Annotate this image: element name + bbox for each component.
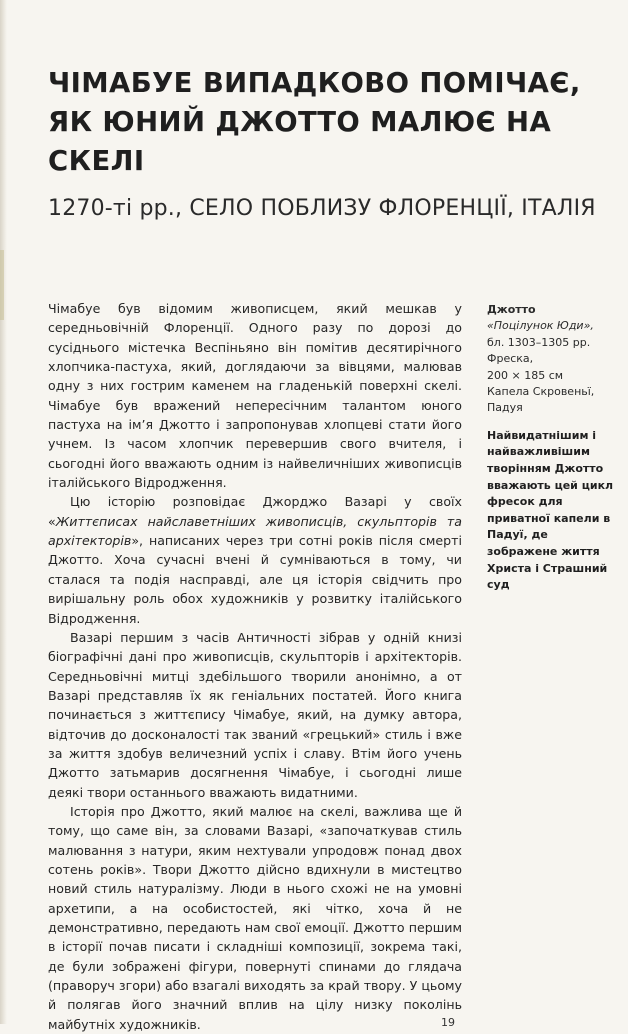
- caption-highlight: Найвидатнішим і найважливішим творінням Джотто вважають цей цикл фресок для приватної капели в Падуї, де зображене життя Христа і Страшний суд: [487, 428, 614, 592]
- main-text: [48, 299, 462, 1034]
- caption-dimensions: 200 × 185 см: [487, 368, 564, 382]
- image-caption: [487, 302, 620, 594]
- page-spine-shadow: [0, 0, 7, 1024]
- paragraph-2-end: », написаних через три сотні років після смерті Джотто. Хоча сучасні вчені й сумніваються в тому, чи сталася та подія насправді, але ця історія свідчить про вирішальну роль обох художників у розвитку італійського Відродження.: [48, 533, 462, 626]
- caption-artist: Джотто: [487, 303, 536, 316]
- paragraph-1: Чімабуе був відомим живописцем, який мешкав у середньовічній Флоренції. Одного разу по дорозі до сусіднього містечка Веспіньяно він помітив десятирічного хлопчика-пастуха, який, доглядаючи за вівцями, малював одну з них гострим каменем на гладенькій поверхні скелі. Чімабуе був вражений непересічним талантом юного пастуха на ім’я Джотто і запропонував хлопцеві стати його учнем. Із часом хлопчик перевершив свого вчителя, і сьогодні його вважають одним із найвеличніших живописців італійського Відродження.: [48, 301, 462, 491]
- caption-work-title: «Поцілунок Юди»,: [487, 319, 594, 333]
- paragraph-3: Вазарі першим з часів Античності зібрав у одній книзі біографічні дані про живописців, скульпторів і архітекторів. Середньовічні митці здебільшого творили анонімно, а от Вазарі представляв їх як геніальних постатей. Його книга починається з життєпису Чімабуе, який, на думку автора, відточив до досконалості так званий «грецький» стиль і вже за життя здобув величезний успіх і славу. Втім його учень Джотто затьмарив досягнення Чімабуе, і сьогодні лише деякі твори останнього вважають видатними.: [48, 629, 462, 800]
- paragraph-2: [48, 492, 462, 627]
- caption-date: бл. 1303–1305 рр.: [487, 335, 591, 349]
- paragraph-4: Історія про Джотто, який малює на скелі, важлива ще й тому, що саме він, за словами Вазарі, «започаткував стиль малювання з натури, яким нехтували упродовж понад двох сотень років». Твори Джотто дійсно вдихнули в мистецтво новий стиль натуралізму. Люди в нього схожі не на умовні архетипи, а на особистостей, які чітко, хоча й не демонстративно, передають нам свої емоції. Джотто першим в історії почав писати і складніші композиції, зокрема такі, де були зображені фігури, повернуті спинами до глядача (праворуч згори) або взагалі виходять за край твору. У цьому й полягав його значний вплив на цілу низку поколінь майбутніх художників.: [48, 803, 462, 1032]
- paragraph-2-start: Цю історію розповідає Джорджо Вазарі у своїх «: [48, 494, 462, 529]
- page-subtitle: 1270-ті рр., СЕЛО ПОБЛИЗУ ФЛОРЕНЦІЇ, ІТАЛІЯ: [48, 196, 596, 221]
- page-number: 19: [441, 1016, 455, 1029]
- caption-medium: Фреска,: [487, 352, 534, 366]
- page-edge-mark: [0, 250, 4, 320]
- caption-location: Капела Скровеньї,: [487, 385, 595, 399]
- book-title-vasari: Життєписах найславетніших живописців, скульпторів та архітекторів: [48, 513, 462, 549]
- page-title: ЧІМАБУЕ ВИПАДКОВО ПОМІЧАЄ, ЯК ЮНИЙ ДЖОТТО МАЛЮЄ НА СКЕЛІ: [48, 67, 581, 177]
- caption-city: Падуя: [487, 401, 523, 415]
